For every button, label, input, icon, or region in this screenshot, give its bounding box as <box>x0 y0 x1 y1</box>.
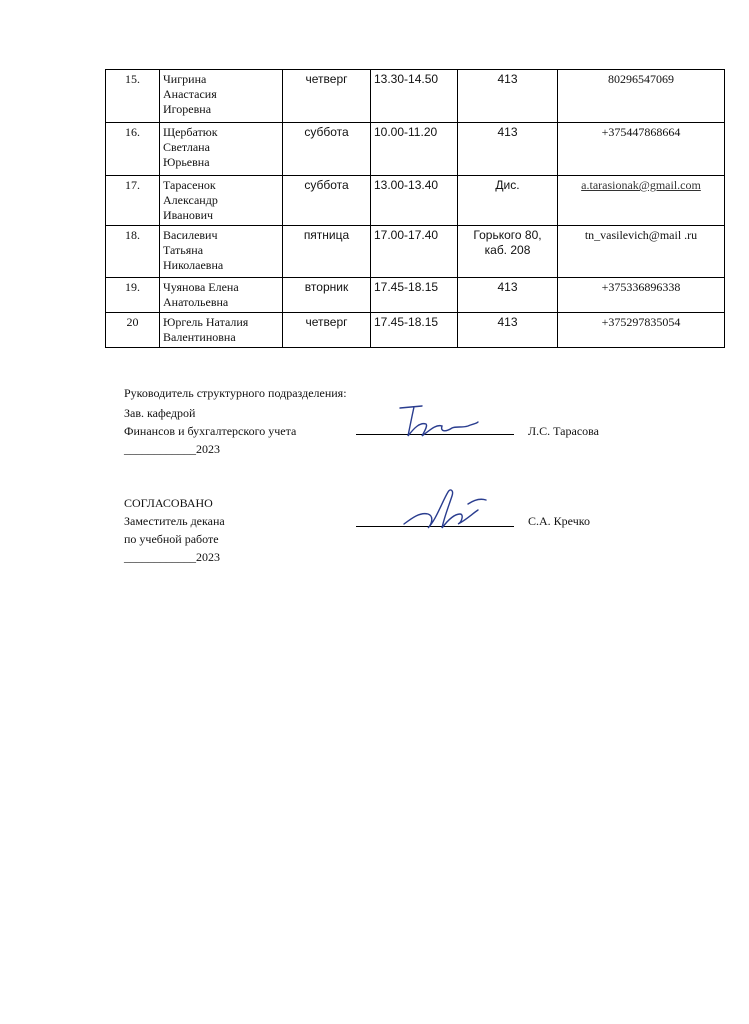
contact-info-cell <box>558 313 725 348</box>
room-line: 413 <box>497 125 518 139</box>
time-slot-cell <box>371 123 458 176</box>
teacher-name-line: Василевич <box>163 228 218 242</box>
teacher-name-line: Светлана <box>163 140 210 154</box>
contact-info: +375447868664 <box>601 125 681 139</box>
row-number: 19. <box>125 280 140 294</box>
contact-info: 80296547069 <box>608 72 674 86</box>
email-contact-cell <box>558 176 725 226</box>
room-cell <box>458 313 558 348</box>
teacher-name-line: Игоревна <box>163 102 212 116</box>
contact-info-cell <box>558 226 725 278</box>
department-name-line: Финансов и бухгалтерского учета <box>124 424 297 438</box>
room-cell <box>458 70 558 123</box>
contact-info-cell <box>558 123 725 176</box>
teacher-name-cell <box>160 313 283 348</box>
contact-info: +375297835054 <box>601 315 681 329</box>
time-slot-cell <box>371 70 458 123</box>
time-slot: 17.45-18.15 <box>374 280 439 294</box>
approval-date-line: ____________2023 <box>124 550 220 564</box>
room-line: каб. 208 <box>484 243 531 257</box>
room-line: Дис. <box>495 178 520 192</box>
approval-heading: СОГЛАСОВАНО <box>124 496 213 510</box>
head-signature-image <box>392 402 482 442</box>
room-cell <box>458 278 558 313</box>
row-number: 15. <box>125 72 140 86</box>
weekday-cell <box>283 70 371 123</box>
approver-position-line: Заместитель декана <box>124 514 225 528</box>
table-row <box>106 70 725 123</box>
teacher-name-cell <box>160 226 283 278</box>
room-cell <box>458 123 558 176</box>
teacher-name-line: Иванович <box>163 208 214 222</box>
head-position-line: Зав. кафедрой <box>124 406 196 420</box>
teacher-name-line: Чигрина <box>163 72 207 86</box>
table-row <box>106 226 725 278</box>
teacher-name-line: Валентиновна <box>163 330 236 344</box>
row-number-cell <box>106 176 160 226</box>
room-cell <box>458 176 558 226</box>
row-number-cell <box>106 313 160 348</box>
teacher-name-line: Юргель Наталия <box>163 315 249 329</box>
time-slot: 13.30-14.50 <box>374 72 439 86</box>
weekday: четверг <box>305 315 348 329</box>
contact-info-cell <box>558 70 725 123</box>
contact-info: tn_vasilevich@mail .ru <box>584 228 698 242</box>
weekday: суббота <box>304 125 349 139</box>
weekday: четверг <box>305 72 348 86</box>
row-number-cell <box>106 278 160 313</box>
room-line: 413 <box>497 280 518 294</box>
table-row <box>106 278 725 313</box>
room-cell <box>458 226 558 278</box>
row-number: 20 <box>126 315 139 329</box>
room-line: Горького 80, <box>473 228 542 242</box>
weekday-cell <box>283 278 371 313</box>
teacher-name-line: Щербатюк <box>163 125 218 139</box>
teacher-name-line: Татьяна <box>163 243 204 257</box>
row-number-cell <box>106 123 160 176</box>
teacher-name-line: Анатольевна <box>163 295 229 309</box>
teacher-name-cell <box>160 176 283 226</box>
room-line: 413 <box>497 72 518 86</box>
consultation-schedule-table <box>105 69 725 348</box>
time-slot: 10.00-11.20 <box>374 125 438 139</box>
teacher-name-line: Чуянова Елена <box>163 280 239 294</box>
row-number: 16. <box>125 125 140 139</box>
weekday: суббота <box>304 178 349 192</box>
teacher-name-line: Тарасенок <box>163 178 216 192</box>
teacher-name-cell <box>160 123 283 176</box>
table-row <box>106 123 725 176</box>
teacher-name-line: Юрьевна <box>163 155 210 169</box>
head-signer-name: Л.С. Тарасова <box>528 424 599 438</box>
row-number-cell <box>106 226 160 278</box>
teacher-name-line: Александр <box>163 193 218 207</box>
table-row <box>106 176 725 226</box>
time-slot-cell <box>371 278 458 313</box>
approval-signature-image <box>398 484 498 534</box>
time-slot: 17.45-18.15 <box>374 315 439 329</box>
head-role-line: Руководитель структурного подразделения: <box>124 386 347 400</box>
time-slot-cell <box>371 176 458 226</box>
approver-subposition-line: по учебной работе <box>124 532 219 546</box>
row-number: 18. <box>125 228 140 242</box>
weekday-cell <box>283 226 371 278</box>
email-contact: a.tarasionak@gmail.com <box>581 178 701 192</box>
head-date-line: ____________2023 <box>124 442 220 456</box>
teacher-name-line: Анастасия <box>163 87 217 101</box>
teacher-name-cell <box>160 278 283 313</box>
approval-signer-name: С.А. Кречко <box>528 514 590 528</box>
time-slot: 13.00-13.40 <box>374 178 439 192</box>
room-line: 413 <box>497 315 518 329</box>
weekday: вторник <box>304 280 349 294</box>
time-slot: 17.00-17.40 <box>374 228 439 242</box>
table-row <box>106 313 725 348</box>
weekday-cell <box>283 123 371 176</box>
contact-info: +375336896338 <box>601 280 681 294</box>
weekday-cell <box>283 176 371 226</box>
weekday-cell <box>283 313 371 348</box>
contact-info-cell <box>558 278 725 313</box>
time-slot-cell <box>371 226 458 278</box>
weekday: пятница <box>303 228 350 242</box>
teacher-name-line: Николаевна <box>163 258 224 272</box>
row-number: 17. <box>125 178 140 192</box>
row-number-cell <box>106 70 160 123</box>
teacher-name-cell <box>160 70 283 123</box>
time-slot-cell <box>371 313 458 348</box>
